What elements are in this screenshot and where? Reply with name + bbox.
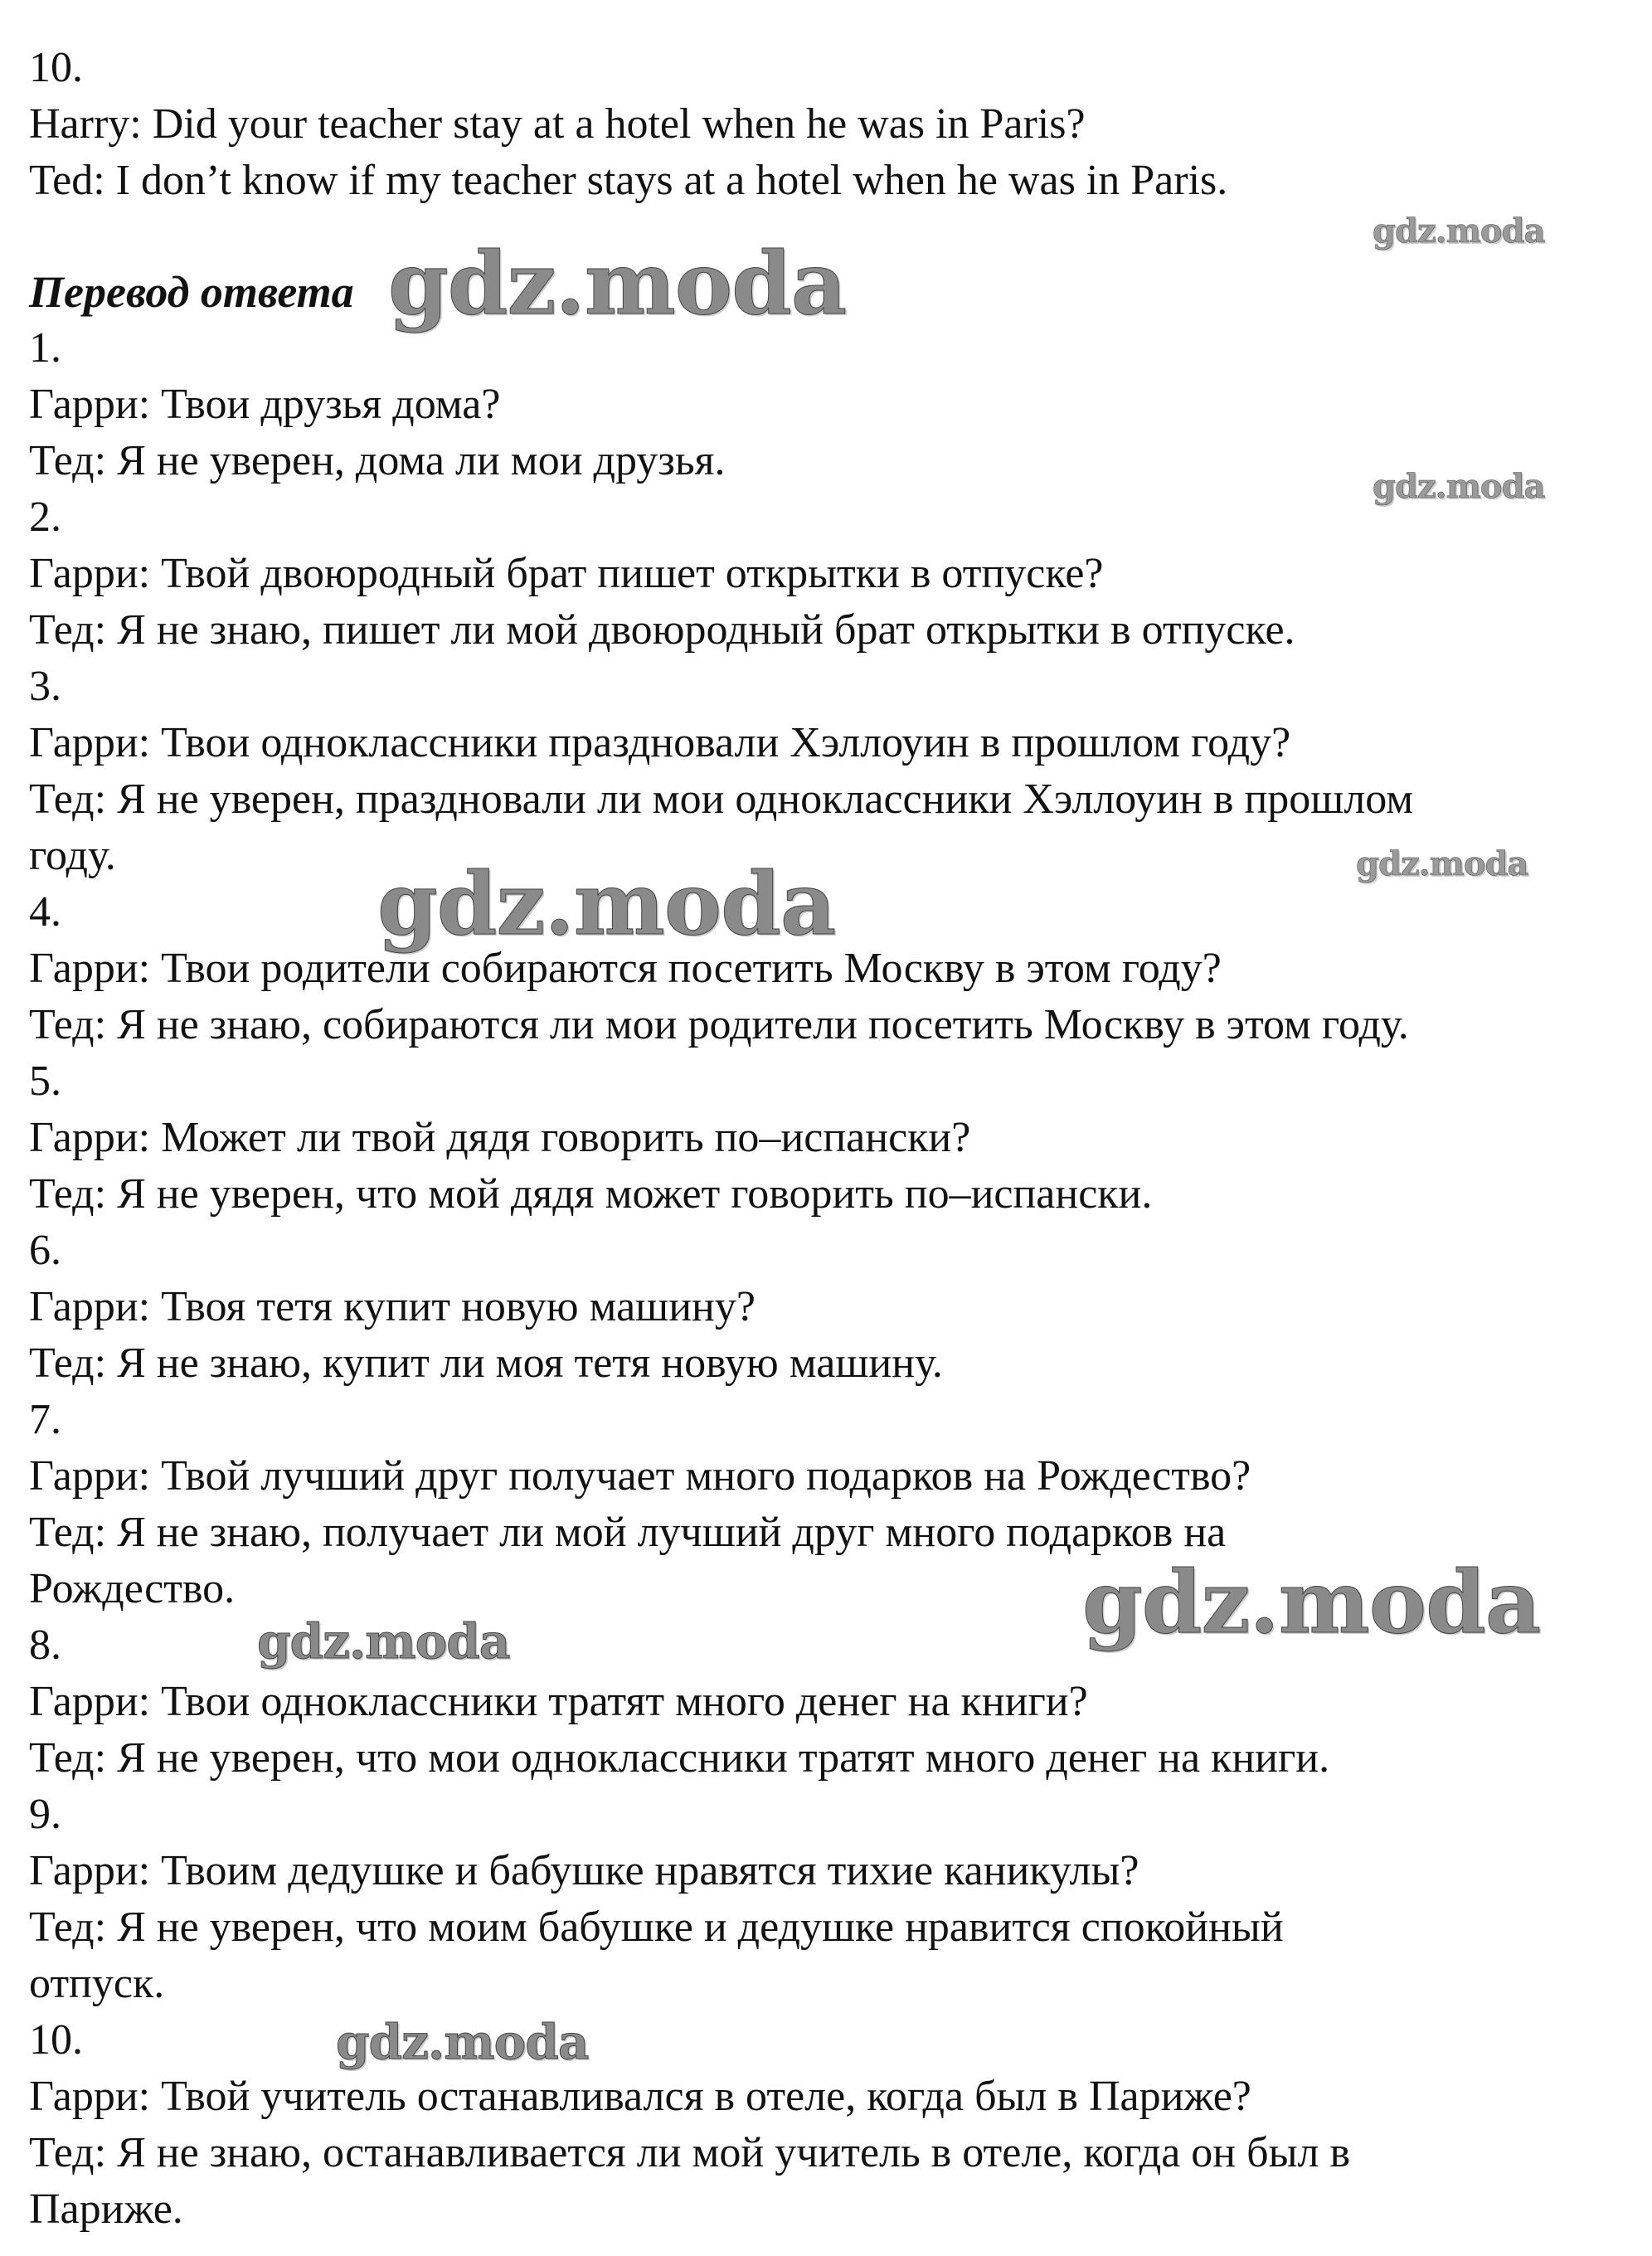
harry-question: Гарри: Твой учитель останавливался в отеле, когда был в Париже? xyxy=(29,2073,1251,2120)
ted-answer-continuation: году. xyxy=(29,832,116,879)
ted-answer: Тед: Я не уверен, праздновали ли мои одноклассники Хэллоуин в прошлом xyxy=(29,776,1414,823)
item-number: 3. xyxy=(29,663,61,710)
watermark: gdz.moda xyxy=(1373,467,1545,506)
harry-question: Гарри: Твой двоюродный брат пишет открытки в отпуске? xyxy=(29,550,1104,597)
ted-answer-continuation: отпуск. xyxy=(29,1960,165,2007)
item-number: 6. xyxy=(29,1227,61,1274)
harry-question: Гарри: Твои одноклассники праздновали Хэллоуин в прошлом году? xyxy=(29,719,1291,766)
watermark: gdz.moda xyxy=(336,2014,589,2070)
ted-answer: Тед: Я не уверен, что моим бабушке и дедушке нравится спокойный xyxy=(29,1904,1284,1951)
item-number: 9. xyxy=(29,1791,61,1838)
ted-answer: Тед: Я не знаю, останавливается ли мой учитель в отеле, когда он был в xyxy=(29,2129,1351,2176)
watermark: gdz.moda xyxy=(1356,844,1528,883)
harry-question: Гарри: Твои друзья дома? xyxy=(29,381,501,428)
ted-answer: Тед: Я не знаю, пишет ли мой двоюродный брат открытки в отпуске. xyxy=(29,606,1295,654)
ted-answer: Тед: Я не знаю, купит ли моя тетя новую машину. xyxy=(29,1340,943,1387)
item-number: 7. xyxy=(29,1396,61,1443)
harry-question: Гарри: Твоим дедушке и бабушке нравятся тихие каникулы? xyxy=(29,1847,1139,1894)
item-number: 1. xyxy=(29,324,61,372)
watermark: gdz.moda xyxy=(257,1613,510,1670)
watermark: gdz.moda xyxy=(377,853,836,955)
ted-answer: Ted: I don’t know if my teacher stays at a hotel when he was in Paris. xyxy=(29,157,1228,204)
watermark: gdz.moda xyxy=(388,232,847,334)
item-number: 4. xyxy=(29,888,61,936)
ted-answer: Тед: Я не знаю, получает ли мой лучший друг много подарков на xyxy=(29,1509,1227,1556)
harry-question: Гарри: Твой лучший друг получает много подарков на Рождество? xyxy=(29,1452,1251,1500)
harry-question: Harry: Did your teacher stay at a hotel when he was in Paris? xyxy=(29,100,1086,148)
harry-question: Гарри: Твои одноклассники тратят много денег на книги? xyxy=(29,1678,1088,1725)
ted-answer: Тед: Я не знаю, собираются ли мои родители посетить Москву в этом году. xyxy=(29,1001,1409,1048)
item-number: 5. xyxy=(29,1058,61,1105)
watermark: gdz.moda xyxy=(1082,1551,1541,1653)
translation-heading: Перевод ответа xyxy=(29,267,354,317)
item-number: 10. xyxy=(29,2016,83,2064)
harry-question: Гарри: Может ли твой дядя говорить по–испански? xyxy=(29,1114,971,1161)
item-number: 2. xyxy=(29,494,61,541)
ted-answer-continuation: Рождество. xyxy=(29,1565,236,1612)
harry-question: Гарри: Твоя тетя купит новую машину? xyxy=(29,1283,756,1330)
ted-answer: Тед: Я не уверен, что мои одноклассники тратят много денег на книги. xyxy=(29,1734,1330,1782)
ted-answer-continuation: Париже. xyxy=(29,2186,183,2233)
ted-answer: Тед: Я не уверен, что мой дядя может говорить по–испански. xyxy=(29,1170,1153,1218)
watermark: gdz.moda xyxy=(1373,212,1545,250)
harry-question: Гарри: Твои родители собираются посетить Москву в этом году? xyxy=(29,945,1222,992)
ted-answer: Тед: Я не уверен, дома ли мои друзья. xyxy=(29,437,726,484)
item-number: 10. xyxy=(29,44,83,91)
item-number: 8. xyxy=(29,1622,61,1669)
